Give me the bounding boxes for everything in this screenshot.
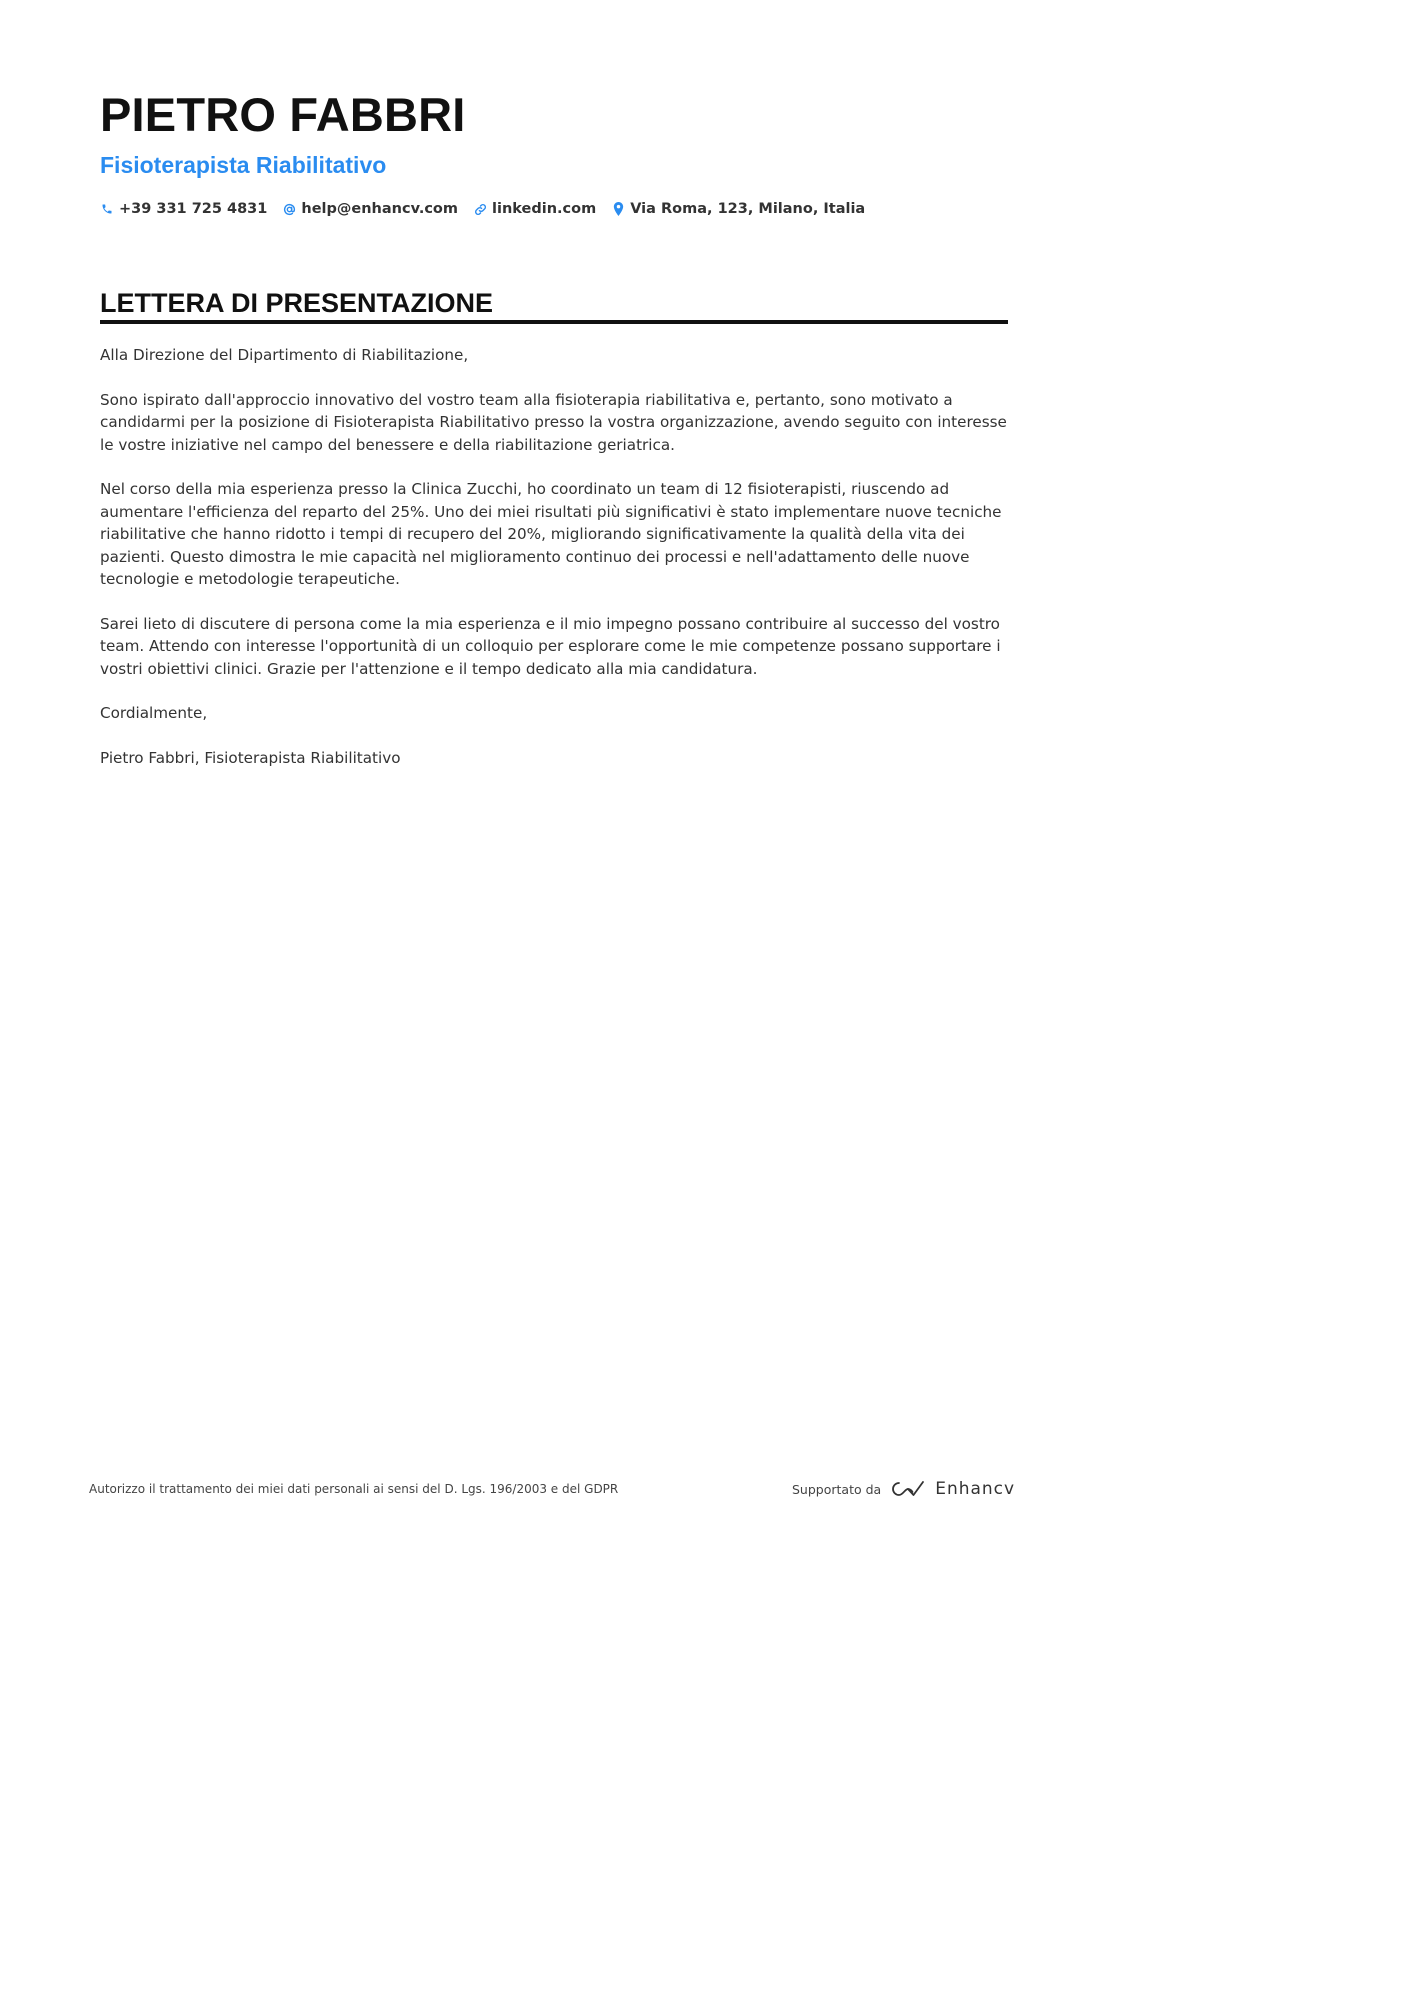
location-pin-icon <box>611 201 625 217</box>
enhancv-logo[interactable] <box>890 1479 1015 1499</box>
section-divider <box>100 320 1008 324</box>
letter-salutation: Alla Direzione del Dipartimento di Riabilitazione, <box>100 346 469 364</box>
enhancv-wordmark: Enhancv <box>935 1479 1016 1499</box>
letter-paragraph: Sono ispirato dall'approccio innovativo del vostro team alla fisioterapia riabilitativa e, pertanto, sono motivato a candidarmi per la posizione di Fisioterapista Riabilitativo presso la vostra organizzazione, avendo seguito con interesse le vostre iniziative nel campo del benessere e della riabilitazione geriatrica. <box>100 390 1007 454</box>
letter-signature: Pietro Fabbri, Fisioterapista Riabilitativo <box>100 748 401 767</box>
letter-closing: Cordialmente, <box>100 704 208 722</box>
contact-bar <box>100 197 880 221</box>
letter-paragraph: Sarei lieto di discutere di persona come la mia esperienza e il mio impegno possano contribuire al successo del vostro team. Attendo con interesse l'opportunità di un colloquio per esplorare come le mie competenze possano supportare i vostri obiettivi clinici. Grazie per l'attenzione e il tempo dedicato alla mia candidatura. <box>100 614 1001 678</box>
at-icon <box>282 201 296 217</box>
section-title: LETTERA DI PRESENTAZIONE <box>100 288 494 318</box>
contact-linkedin-text: linkedin.com <box>492 201 597 217</box>
contact-phone-text: +39 331 725 4831 <box>119 201 268 217</box>
privacy-consent-note: Autorizzo il trattamento dei miei dati personali ai sensi del D. Lgs. 196/2003 e del GDPR <box>89 1482 619 1496</box>
letter-body <box>100 344 1012 791</box>
contact-linkedin[interactable] <box>473 201 596 217</box>
phone-icon <box>100 201 114 217</box>
powered-by-label: Supportato da <box>792 1481 882 1497</box>
contact-address <box>611 201 865 217</box>
contact-address-text: Via Roma, 123, Milano, Italia <box>630 201 866 217</box>
contact-email-text: help@enhancv.com <box>301 201 459 217</box>
powered-by <box>792 1474 1015 1504</box>
letter-paragraph: Nel corso della mia esperienza presso la Clinica Zucchi, ho coordinato un team di 12 fisioterapisti, riuscendo ad aumentare l'efficienza del reparto del 25%. Uno dei miei risultati più significativi è stato implementare nuove tecniche riabilitative che hanno ridotto i tempi di recupero del 20%, migliorando significativamente la qualità della vita dei pazienti. Questo dimostra le mie capacità nel miglioramento continuo dei processi e nell'adattamento delle nuove tecnologie e metodologie terapeutiche. <box>100 480 1002 588</box>
contact-email[interactable] <box>282 201 458 217</box>
link-icon <box>473 201 487 217</box>
candidate-name: PIETRO FABBRI <box>100 88 466 141</box>
enhancv-mark-icon <box>890 1479 926 1499</box>
contact-phone <box>100 201 267 217</box>
job-title: Fisioterapista Riabilitativo <box>100 152 387 178</box>
